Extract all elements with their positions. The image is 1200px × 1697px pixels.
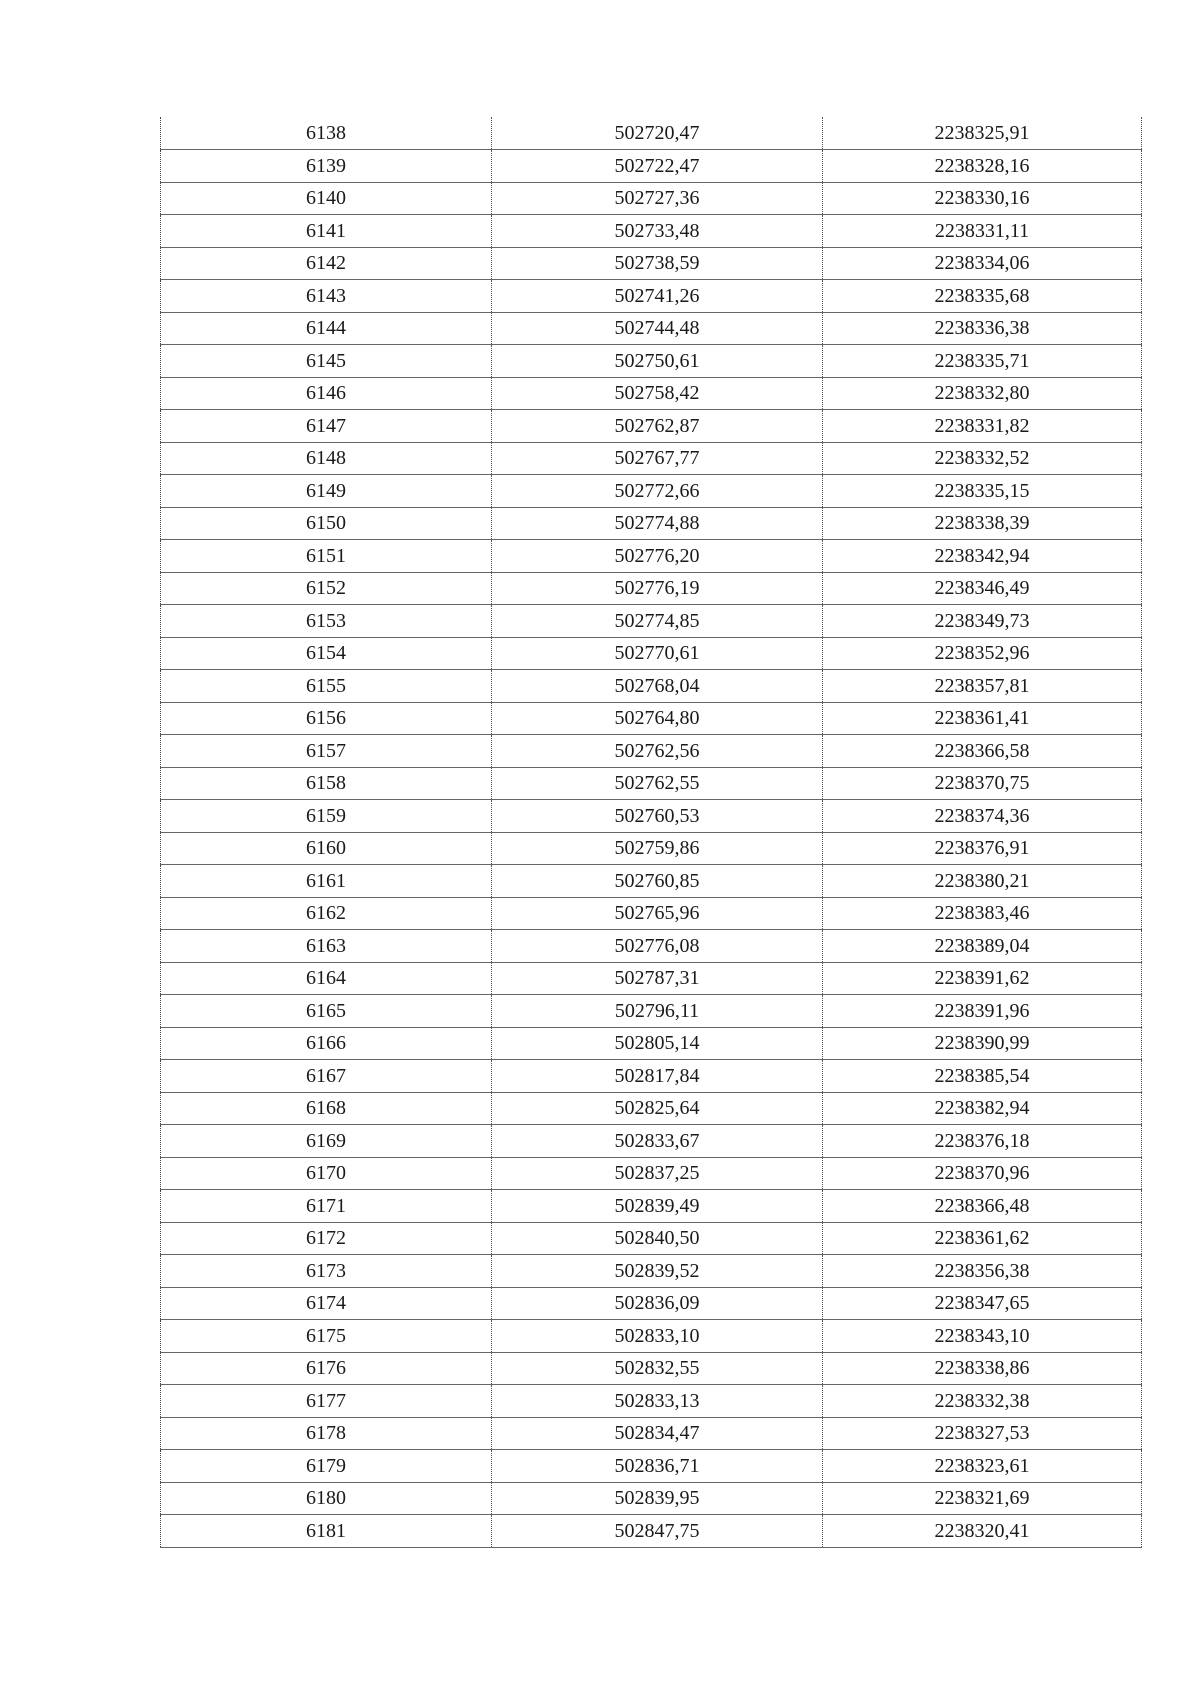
x-coordinate-cell: 502776,19 xyxy=(492,572,823,605)
y-coordinate-cell: 2238331,82 xyxy=(823,410,1142,443)
point-number-cell: 6180 xyxy=(161,1482,492,1515)
table-row xyxy=(161,572,1142,605)
y-coordinate-cell: 2238343,10 xyxy=(823,1320,1142,1353)
point-number-cell: 6177 xyxy=(161,1385,492,1418)
x-coordinate-cell: 502762,55 xyxy=(492,767,823,800)
point-number-cell: 6169 xyxy=(161,1125,492,1158)
y-coordinate-cell: 2238338,39 xyxy=(823,507,1142,540)
point-number-cell: 6171 xyxy=(161,1190,492,1223)
y-coordinate-cell: 2238376,18 xyxy=(823,1125,1142,1158)
point-number-cell: 6152 xyxy=(161,572,492,605)
x-coordinate-cell: 502836,09 xyxy=(492,1287,823,1320)
y-coordinate-cell: 2238383,46 xyxy=(823,897,1142,930)
x-coordinate-cell: 502760,53 xyxy=(492,800,823,833)
x-coordinate-cell: 502765,96 xyxy=(492,897,823,930)
table-row xyxy=(161,312,1142,345)
point-number-cell: 6155 xyxy=(161,670,492,703)
table-row xyxy=(161,1385,1142,1418)
point-number-cell: 6153 xyxy=(161,605,492,638)
table-row xyxy=(161,280,1142,313)
x-coordinate-cell: 502774,85 xyxy=(492,605,823,638)
point-number-cell: 6164 xyxy=(161,962,492,995)
point-number-cell: 6140 xyxy=(161,182,492,215)
table-row xyxy=(161,1255,1142,1288)
y-coordinate-cell: 2238321,69 xyxy=(823,1482,1142,1515)
x-coordinate-cell: 502832,55 xyxy=(492,1352,823,1385)
x-coordinate-cell: 502776,20 xyxy=(492,540,823,573)
table-row xyxy=(161,247,1142,280)
coordinates-table xyxy=(160,117,1142,1548)
x-coordinate-cell: 502738,59 xyxy=(492,247,823,280)
y-coordinate-cell: 2238361,41 xyxy=(823,702,1142,735)
y-coordinate-cell: 2238357,81 xyxy=(823,670,1142,703)
y-coordinate-cell: 2238366,48 xyxy=(823,1190,1142,1223)
point-number-cell: 6160 xyxy=(161,832,492,865)
y-coordinate-cell: 2238320,41 xyxy=(823,1515,1142,1548)
y-coordinate-cell: 2238335,15 xyxy=(823,475,1142,508)
point-number-cell: 6147 xyxy=(161,410,492,443)
point-number-cell: 6151 xyxy=(161,540,492,573)
y-coordinate-cell: 2238323,61 xyxy=(823,1450,1142,1483)
x-coordinate-cell: 502836,71 xyxy=(492,1450,823,1483)
table-row xyxy=(161,1125,1142,1158)
y-coordinate-cell: 2238390,99 xyxy=(823,1027,1142,1060)
y-coordinate-cell: 2238391,96 xyxy=(823,995,1142,1028)
table-row xyxy=(161,442,1142,475)
table-row xyxy=(161,832,1142,865)
y-coordinate-cell: 2238338,86 xyxy=(823,1352,1142,1385)
table-row xyxy=(161,1482,1142,1515)
x-coordinate-cell: 502722,47 xyxy=(492,150,823,183)
table-row xyxy=(161,410,1142,443)
x-coordinate-cell: 502774,88 xyxy=(492,507,823,540)
y-coordinate-cell: 2238391,62 xyxy=(823,962,1142,995)
point-number-cell: 6139 xyxy=(161,150,492,183)
x-coordinate-cell: 502770,61 xyxy=(492,637,823,670)
point-number-cell: 6158 xyxy=(161,767,492,800)
point-number-cell: 6174 xyxy=(161,1287,492,1320)
y-coordinate-cell: 2238328,16 xyxy=(823,150,1142,183)
y-coordinate-cell: 2238347,65 xyxy=(823,1287,1142,1320)
y-coordinate-cell: 2238334,06 xyxy=(823,247,1142,280)
y-coordinate-cell: 2238361,62 xyxy=(823,1222,1142,1255)
y-coordinate-cell: 2238330,16 xyxy=(823,182,1142,215)
point-number-cell: 6181 xyxy=(161,1515,492,1548)
table-row xyxy=(161,1190,1142,1223)
table-row xyxy=(161,1157,1142,1190)
point-number-cell: 6146 xyxy=(161,377,492,410)
table-row xyxy=(161,1450,1142,1483)
table-row xyxy=(161,767,1142,800)
table-row xyxy=(161,117,1142,150)
x-coordinate-cell: 502758,42 xyxy=(492,377,823,410)
table-row xyxy=(161,1320,1142,1353)
x-coordinate-cell: 502762,56 xyxy=(492,735,823,768)
x-coordinate-cell: 502760,85 xyxy=(492,865,823,898)
table-row xyxy=(161,1222,1142,1255)
point-number-cell: 6143 xyxy=(161,280,492,313)
table-row xyxy=(161,150,1142,183)
y-coordinate-cell: 2238389,04 xyxy=(823,930,1142,963)
x-coordinate-cell: 502744,48 xyxy=(492,312,823,345)
y-coordinate-cell: 2238332,80 xyxy=(823,377,1142,410)
table-row xyxy=(161,800,1142,833)
x-coordinate-cell: 502817,84 xyxy=(492,1060,823,1093)
table-row xyxy=(161,345,1142,378)
table-row xyxy=(161,507,1142,540)
coordinates-table-body xyxy=(161,117,1142,1547)
x-coordinate-cell: 502796,11 xyxy=(492,995,823,1028)
point-number-cell: 6173 xyxy=(161,1255,492,1288)
y-coordinate-cell: 2238382,94 xyxy=(823,1092,1142,1125)
table-row xyxy=(161,897,1142,930)
x-coordinate-cell: 502839,49 xyxy=(492,1190,823,1223)
point-number-cell: 6170 xyxy=(161,1157,492,1190)
table-row xyxy=(161,1027,1142,1060)
table-row xyxy=(161,962,1142,995)
x-coordinate-cell: 502833,67 xyxy=(492,1125,823,1158)
x-coordinate-cell: 502727,36 xyxy=(492,182,823,215)
x-coordinate-cell: 502764,80 xyxy=(492,702,823,735)
x-coordinate-cell: 502839,52 xyxy=(492,1255,823,1288)
point-number-cell: 6148 xyxy=(161,442,492,475)
y-coordinate-cell: 2238332,52 xyxy=(823,442,1142,475)
point-number-cell: 6166 xyxy=(161,1027,492,1060)
x-coordinate-cell: 502847,75 xyxy=(492,1515,823,1548)
table-row xyxy=(161,865,1142,898)
y-coordinate-cell: 2238335,71 xyxy=(823,345,1142,378)
point-number-cell: 6157 xyxy=(161,735,492,768)
table-row xyxy=(161,215,1142,248)
point-number-cell: 6175 xyxy=(161,1320,492,1353)
x-coordinate-cell: 502837,25 xyxy=(492,1157,823,1190)
point-number-cell: 6172 xyxy=(161,1222,492,1255)
y-coordinate-cell: 2238332,38 xyxy=(823,1385,1142,1418)
table-row xyxy=(161,702,1142,735)
point-number-cell: 6149 xyxy=(161,475,492,508)
x-coordinate-cell: 502840,50 xyxy=(492,1222,823,1255)
point-number-cell: 6159 xyxy=(161,800,492,833)
x-coordinate-cell: 502759,86 xyxy=(492,832,823,865)
point-number-cell: 6138 xyxy=(161,117,492,150)
point-number-cell: 6141 xyxy=(161,215,492,248)
x-coordinate-cell: 502762,87 xyxy=(492,410,823,443)
x-coordinate-cell: 502834,47 xyxy=(492,1417,823,1450)
x-coordinate-cell: 502720,47 xyxy=(492,117,823,150)
table-row xyxy=(161,637,1142,670)
y-coordinate-cell: 2238346,49 xyxy=(823,572,1142,605)
point-number-cell: 6154 xyxy=(161,637,492,670)
point-number-cell: 6156 xyxy=(161,702,492,735)
y-coordinate-cell: 2238356,38 xyxy=(823,1255,1142,1288)
y-coordinate-cell: 2238376,91 xyxy=(823,832,1142,865)
y-coordinate-cell: 2238331,11 xyxy=(823,215,1142,248)
x-coordinate-cell: 502772,66 xyxy=(492,475,823,508)
point-number-cell: 6144 xyxy=(161,312,492,345)
point-number-cell: 6179 xyxy=(161,1450,492,1483)
x-coordinate-cell: 502768,04 xyxy=(492,670,823,703)
y-coordinate-cell: 2238352,96 xyxy=(823,637,1142,670)
x-coordinate-cell: 502833,10 xyxy=(492,1320,823,1353)
table-row xyxy=(161,1417,1142,1450)
point-number-cell: 6161 xyxy=(161,865,492,898)
table-row xyxy=(161,735,1142,768)
y-coordinate-cell: 2238335,68 xyxy=(823,280,1142,313)
y-coordinate-cell: 2238366,58 xyxy=(823,735,1142,768)
table-row xyxy=(161,540,1142,573)
point-number-cell: 6167 xyxy=(161,1060,492,1093)
y-coordinate-cell: 2238325,91 xyxy=(823,117,1142,150)
table-row xyxy=(161,605,1142,638)
x-coordinate-cell: 502825,64 xyxy=(492,1092,823,1125)
table-row xyxy=(161,1287,1142,1320)
point-number-cell: 6178 xyxy=(161,1417,492,1450)
point-number-cell: 6142 xyxy=(161,247,492,280)
table-row xyxy=(161,475,1142,508)
point-number-cell: 6168 xyxy=(161,1092,492,1125)
x-coordinate-cell: 502767,77 xyxy=(492,442,823,475)
table-row xyxy=(161,930,1142,963)
table-row xyxy=(161,1515,1142,1548)
point-number-cell: 6162 xyxy=(161,897,492,930)
y-coordinate-cell: 2238370,75 xyxy=(823,767,1142,800)
y-coordinate-cell: 2238336,38 xyxy=(823,312,1142,345)
y-coordinate-cell: 2238380,21 xyxy=(823,865,1142,898)
x-coordinate-cell: 502733,48 xyxy=(492,215,823,248)
table-row xyxy=(161,1352,1142,1385)
x-coordinate-cell: 502833,13 xyxy=(492,1385,823,1418)
y-coordinate-cell: 2238342,94 xyxy=(823,540,1142,573)
y-coordinate-cell: 2238370,96 xyxy=(823,1157,1142,1190)
table-row xyxy=(161,1092,1142,1125)
x-coordinate-cell: 502805,14 xyxy=(492,1027,823,1060)
y-coordinate-cell: 2238349,73 xyxy=(823,605,1142,638)
y-coordinate-cell: 2238385,54 xyxy=(823,1060,1142,1093)
table-row xyxy=(161,377,1142,410)
y-coordinate-cell: 2238374,36 xyxy=(823,800,1142,833)
point-number-cell: 6150 xyxy=(161,507,492,540)
table-row xyxy=(161,670,1142,703)
point-number-cell: 6176 xyxy=(161,1352,492,1385)
x-coordinate-cell: 502787,31 xyxy=(492,962,823,995)
table-row xyxy=(161,995,1142,1028)
x-coordinate-cell: 502839,95 xyxy=(492,1482,823,1515)
table-row xyxy=(161,1060,1142,1093)
x-coordinate-cell: 502750,61 xyxy=(492,345,823,378)
point-number-cell: 6165 xyxy=(161,995,492,1028)
y-coordinate-cell: 2238327,53 xyxy=(823,1417,1142,1450)
point-number-cell: 6145 xyxy=(161,345,492,378)
point-number-cell: 6163 xyxy=(161,930,492,963)
table-row xyxy=(161,182,1142,215)
x-coordinate-cell: 502776,08 xyxy=(492,930,823,963)
x-coordinate-cell: 502741,26 xyxy=(492,280,823,313)
